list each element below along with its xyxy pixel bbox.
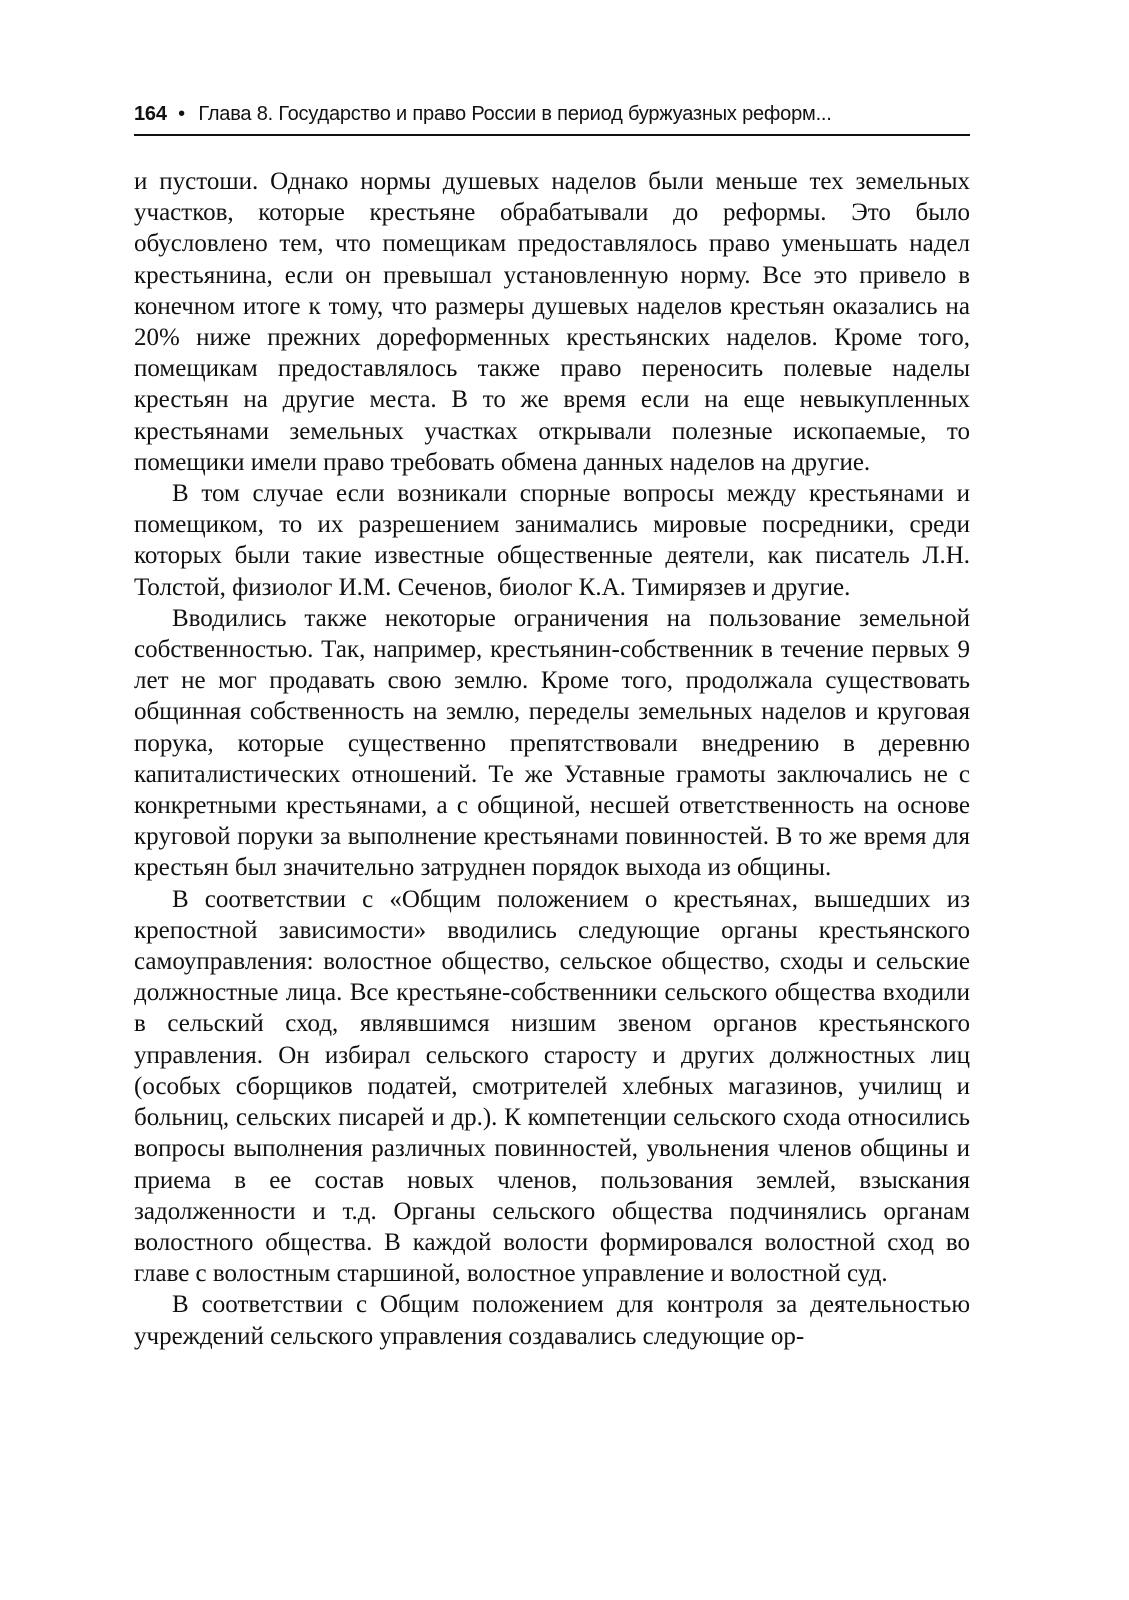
paragraph: В соответствии с Общим положением для контроля за деятельностью учреждений сельского управления создавались следующие ор- (134, 1291, 970, 1350)
paragraph-continued: и пустоши. Однако нормы душевых наделов были меньше тех земельных участков, которые крестьяне обрабатывали до реформы. Это было обусловлено тем, что помещикам предоставлялось право уменьшать надел крестьянина, если он превышал установленную норму. Все это привело в конечном итоге к тому, что размеры душевых наделов крестьян оказались на 20% ниже прежних дореформенных крестьянских наделов. Кроме того, помещикам предоставлялось также право переносить полевые наделы крестьян на другие места. В то же время если на еще невыкупленных крестьянами земельных участках открывали полезные ископаемые, то помещики имели право требовать обмена данных наделов на другие. (134, 168, 970, 476)
page-number: 164 (134, 103, 167, 125)
book-page (134, 100, 970, 1352)
paragraph: Вводились также некоторые ограничения на пользование земельной собственностью. Так, например, крестьянин-собственник в течение первых 9 лет не мог продавать свою землю. Кроме того, продолжала существовать общинная собственность на землю, переделы земельных наделов и круговая порука, которые существенно препятствовали внедрению в деревню капиталистических отношений. Те же Уставные грамоты заключались не с конкретными крестьянами, а с общиной, несшей ответственность на основе круговой поруки за выполнение крестьянами повинностей. В то же время для крестьян был значительно затруднен порядок выхода из общины. (134, 604, 970, 882)
paragraph: В том случае если возникали спорные вопросы между крестьянами и помещиком, то их разрешением занимались мировые посредники, среди которых были такие известные общественные деятели, как писатель Л.Н. Толстой, физиолог И.М. Сеченов, биолог К.А. Тимирязев и другие. (134, 480, 970, 601)
header-separator: • (178, 103, 185, 125)
body-text (134, 166, 970, 1352)
chapter-title: Глава 8. Государство и право России в период буржуазных реформ... (198, 103, 832, 125)
paragraph: В соответствии с «Общим положением о крестьянах, вышедших из крепостной зависимости» вводились следующие органы крестьянского самоуправления: волостное общество, сельское общество, сходы и сельские должностные лица. Все крестьяне-собственники сельского общества входили в сельский сход, являвшимся низшим звеном органов крестьянского управления. Он избирал сельского старосту и других должностных лиц (особых сборщиков податей, смотрителей хлебных магазинов, училищ и больниц, сельских писарей и др.). К компетенции сельского схода относились вопросы выполнения различных повинностей, увольнения членов общины и приема в ее состав новых членов, пользования землей, взыскания задолженности и т.д. Органы сельского общества подчинялись органам волостного общества. В каждой волости формировался волостной сход во главе с волостным старшиной, волостное управление и волостной суд. (134, 885, 970, 1288)
running-header (134, 100, 970, 136)
